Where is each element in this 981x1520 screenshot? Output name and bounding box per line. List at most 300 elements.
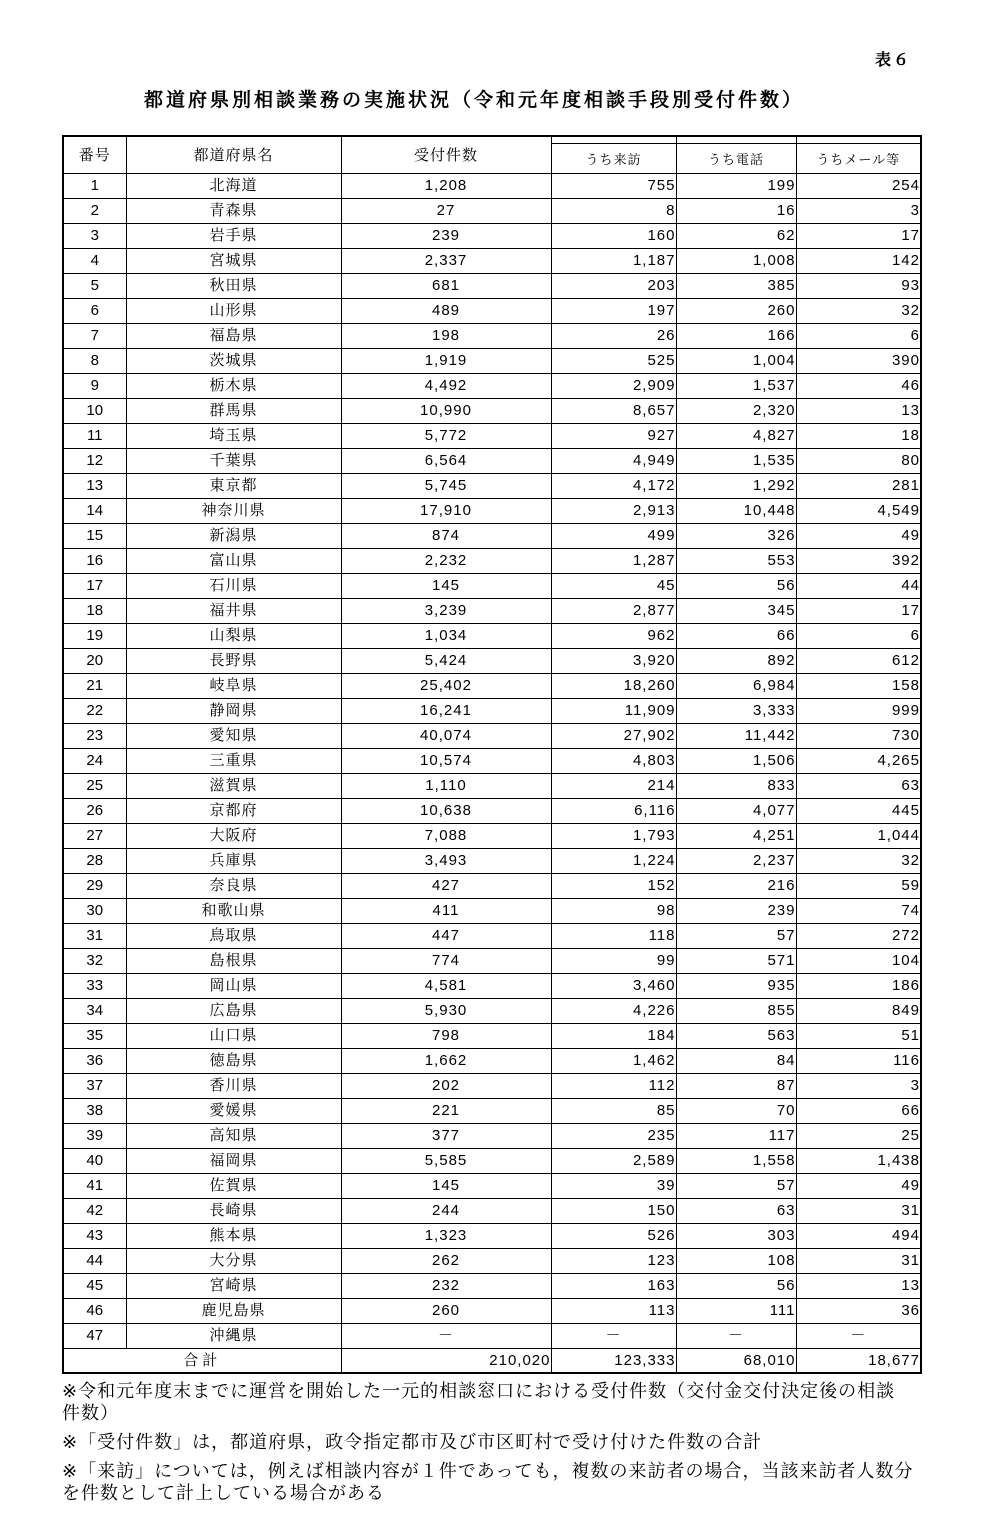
cell-phone-count: 57 [676,923,796,948]
table-row [63,1048,921,1073]
table-row [63,1123,921,1148]
table-row [63,373,921,398]
cell-mail-count: 390 [796,348,921,373]
header-phone-label: うち電話 [677,143,796,173]
cell-grand-total-phone: 68,010 [676,1348,796,1373]
cell-number: 10 [63,398,126,423]
cell-number: 34 [63,998,126,1023]
cell-visit-count: 8 [551,198,676,223]
cell-prefecture: 兵庫県 [126,848,341,873]
table-row [63,1023,921,1048]
cell-total-count: 10,638 [341,798,551,823]
cell-total-count: 377 [341,1123,551,1148]
cell-mail-count: 272 [796,923,921,948]
cell-phone-count: 87 [676,1073,796,1098]
cell-phone-count: 111 [676,1298,796,1323]
cell-number: 17 [63,573,126,598]
cell-phone-count: 117 [676,1123,796,1148]
table-row [63,998,921,1023]
cell-prefecture: 大分県 [126,1248,341,1273]
cell-mail-count: 25 [796,1123,921,1148]
cell-prefecture: 福井県 [126,598,341,623]
cell-mail-count: 281 [796,473,921,498]
cell-mail-count: 3 [796,1073,921,1098]
cell-prefecture: 岩手県 [126,223,341,248]
cell-prefecture: 山形県 [126,298,341,323]
cell-visit-count: 4,172 [551,473,676,498]
cell-total-count: 40,074 [341,723,551,748]
total-row [63,1348,921,1373]
cell-prefecture: 愛知県 [126,723,341,748]
cell-visit-count: 123 [551,1248,676,1273]
cell-visit-count: 27,902 [551,723,676,748]
table-row [63,948,921,973]
cell-phone-count: 563 [676,1023,796,1048]
table-row [63,423,921,448]
cell-mail-count: 4,265 [796,748,921,773]
cell-mail-count: 46 [796,373,921,398]
cell-phone-count: 1,506 [676,748,796,773]
table-row [63,448,921,473]
table-number-label: 表６ [874,52,911,69]
cell-visit-count: 2,909 [551,373,676,398]
cell-number: 31 [63,923,126,948]
cell-visit-count: 18,260 [551,673,676,698]
cell-phone-count: 303 [676,1223,796,1248]
cell-prefecture: 東京都 [126,473,341,498]
header-mail [796,136,921,173]
cell-phone-count: 166 [676,323,796,348]
cell-phone-count: 3,333 [676,698,796,723]
table-row [63,748,921,773]
cell-total-count: 774 [341,948,551,973]
cell-total-count: 5,585 [341,1148,551,1173]
cell-grand-total-label: 合計 [63,1348,341,1373]
cell-prefecture: 鹿児島県 [126,1298,341,1323]
cell-total-count: 4,581 [341,973,551,998]
cell-mail-count: 445 [796,798,921,823]
table-row [63,598,921,623]
cell-phone-count: 345 [676,598,796,623]
cell-mail-count: 36 [796,1298,921,1323]
cell-prefecture: 富山県 [126,548,341,573]
cell-mail-count: 612 [796,648,921,673]
cell-mail-count: 66 [796,1098,921,1123]
cell-number: 36 [63,1048,126,1073]
table-row [63,1273,921,1298]
cell-prefecture: 高知県 [126,1123,341,1148]
cell-phone-count: 553 [676,548,796,573]
cell-prefecture: 静岡県 [126,698,341,723]
header-phone [676,136,796,173]
cell-visit-count: 197 [551,298,676,323]
cell-mail-count: 104 [796,948,921,973]
header-visit-label: うち来訪 [552,143,676,173]
cell-number: 44 [63,1248,126,1273]
cell-number: 45 [63,1273,126,1298]
cell-visit-count: 235 [551,1123,676,1148]
cell-mail-count: 18 [796,423,921,448]
cell-prefecture: 群馬県 [126,398,341,423]
cell-visit-count: 85 [551,1098,676,1123]
cell-phone-count: 4,827 [676,423,796,448]
cell-visit-count: 4,803 [551,748,676,773]
cell-prefecture: 徳島県 [126,1048,341,1073]
header-total-count: 受付件数 [341,136,551,173]
cell-total-count: 25,402 [341,673,551,698]
header-mail-label: うちメール等 [797,143,921,173]
cell-prefecture: 長崎県 [126,1198,341,1223]
cell-prefecture: 福島県 [126,323,341,348]
cell-phone-count: 326 [676,523,796,548]
cell-mail-count: 1,044 [796,823,921,848]
cell-number: 42 [63,1198,126,1223]
table-row [63,1098,921,1123]
cell-total-count: 17,910 [341,498,551,523]
table-row [63,973,921,998]
cell-phone-count: 84 [676,1048,796,1073]
table-row [63,1073,921,1098]
cell-phone-count: 4,251 [676,823,796,848]
cell-mail-count: 4,549 [796,498,921,523]
cell-total-count: 7,088 [341,823,551,848]
table-row [63,473,921,498]
cell-mail-count: 51 [796,1023,921,1048]
cell-number: 9 [63,373,126,398]
cell-number: 23 [63,723,126,748]
header-visit [551,136,676,173]
cell-phone-count: 199 [676,173,796,198]
cell-prefecture: 岡山県 [126,973,341,998]
cell-mail-count: 13 [796,1273,921,1298]
cell-mail-count: 59 [796,873,921,898]
cell-mail-count: 44 [796,573,921,598]
cell-mail-count: 142 [796,248,921,273]
cell-mail-count: 1,438 [796,1148,921,1173]
cell-phone-count: 70 [676,1098,796,1123]
cell-phone-count: 4,077 [676,798,796,823]
cell-number: 13 [63,473,126,498]
cell-visit-count: 113 [551,1298,676,1323]
table-row [63,798,921,823]
table-row [63,723,921,748]
cell-prefecture: 佐賀県 [126,1173,341,1198]
cell-number: 20 [63,648,126,673]
cell-phone-count: 935 [676,973,796,998]
cell-prefecture: 広島県 [126,998,341,1023]
cell-number: 43 [63,1223,126,1248]
prefecture-consultation-table [62,135,922,1374]
cell-number: 8 [63,348,126,373]
cell-total-count: 1,662 [341,1048,551,1073]
cell-total-count: 427 [341,873,551,898]
cell-prefecture: 三重県 [126,748,341,773]
cell-total-count: 4,492 [341,373,551,398]
cell-prefecture: 熊本県 [126,1223,341,1248]
cell-total-count: 1,110 [341,773,551,798]
cell-mail-count: 32 [796,298,921,323]
cell-number: 5 [63,273,126,298]
cell-visit-count: 927 [551,423,676,448]
table-row [63,648,921,673]
cell-phone-count: 66 [676,623,796,648]
table-row [63,1323,921,1348]
cell-prefecture: 福岡県 [126,1148,341,1173]
cell-prefecture: 山梨県 [126,623,341,648]
table-row [63,623,921,648]
cell-phone-count: 108 [676,1248,796,1273]
cell-total-count: 244 [341,1198,551,1223]
cell-visit-count: 499 [551,523,676,548]
cell-number: 21 [63,673,126,698]
cell-number: 47 [63,1323,126,1348]
cell-grand-total: 210,020 [341,1348,551,1373]
table-row [63,1223,921,1248]
cell-mail-count: 730 [796,723,921,748]
cell-visit-count: 962 [551,623,676,648]
cell-phone-count: 1,292 [676,473,796,498]
table-row [63,823,921,848]
table-row [63,523,921,548]
cell-total-count: 3,239 [341,598,551,623]
cell-number: 38 [63,1098,126,1123]
cell-mail-count: 999 [796,698,921,723]
table-row [63,223,921,248]
cell-visit-count: 1,462 [551,1048,676,1073]
cell-grand-total-visit: 123,333 [551,1348,676,1373]
cell-mail-count: 17 [796,598,921,623]
table-row [63,498,921,523]
cell-visit-count: 150 [551,1198,676,1223]
cell-visit-count: 163 [551,1273,676,1298]
cell-phone-count: 239 [676,898,796,923]
table-row [63,873,921,898]
header-row [63,136,921,173]
cell-visit-count: 112 [551,1073,676,1098]
cell-prefecture: 北海道 [126,173,341,198]
cell-total-count: 10,574 [341,748,551,773]
footnote: ※「受付件数」は，都道府県，政令指定都市及び市区町村で受け付けた件数の合計 [62,1432,763,1452]
cell-number: 1 [63,173,126,198]
cell-mail-count: 13 [796,398,921,423]
cell-mail-count: 3 [796,198,921,223]
cell-number: 26 [63,798,126,823]
cell-visit-count: 1,187 [551,248,676,273]
cell-mail-count: 63 [796,773,921,798]
cell-prefecture: 青森県 [126,198,341,223]
cell-prefecture: 秋田県 [126,273,341,298]
cell-prefecture: 長野県 [126,648,341,673]
cell-visit-count: 184 [551,1023,676,1048]
cell-number: 3 [63,223,126,248]
cell-visit-count: 526 [551,1223,676,1248]
cell-visit-count: 2,589 [551,1148,676,1173]
table-body [63,173,921,1373]
cell-total-count: 202 [341,1073,551,1098]
cell-number: 2 [63,198,126,223]
cell-prefecture: 愛媛県 [126,1098,341,1123]
cell-phone-count: 1,004 [676,348,796,373]
cell-number: 15 [63,523,126,548]
cell-phone-count: － [676,1323,796,1348]
cell-visit-count: 3,460 [551,973,676,998]
cell-total-count: 681 [341,273,551,298]
table-row [63,1148,921,1173]
cell-visit-count: 2,913 [551,498,676,523]
cell-phone-count: 571 [676,948,796,973]
cell-number: 28 [63,848,126,873]
cell-number: 41 [63,1173,126,1198]
cell-prefecture: 埼玉県 [126,423,341,448]
cell-number: 22 [63,698,126,723]
table-row [63,1248,921,1273]
cell-prefecture: 新潟県 [126,523,341,548]
table-row [63,323,921,348]
cell-prefecture: 沖縄県 [126,1323,341,1348]
cell-phone-count: 833 [676,773,796,798]
cell-total-count: 411 [341,898,551,923]
cell-total-count: 145 [341,573,551,598]
cell-mail-count: 6 [796,323,921,348]
cell-total-count: 239 [341,223,551,248]
cell-mail-count: 116 [796,1048,921,1073]
cell-phone-count: 1,535 [676,448,796,473]
cell-phone-count: 260 [676,298,796,323]
cell-number: 4 [63,248,126,273]
cell-phone-count: 216 [676,873,796,898]
cell-total-count: 145 [341,1173,551,1198]
cell-visit-count: 6,116 [551,798,676,823]
table-row [63,273,921,298]
cell-mail-count: 93 [796,273,921,298]
cell-number: 25 [63,773,126,798]
cell-mail-count: 17 [796,223,921,248]
table-row [63,773,921,798]
cell-total-count: 5,424 [341,648,551,673]
cell-total-count: 798 [341,1023,551,1048]
cell-grand-total-mail: 18,677 [796,1348,921,1373]
cell-visit-count: 98 [551,898,676,923]
cell-total-count: 232 [341,1273,551,1298]
cell-prefecture: 島根県 [126,948,341,973]
cell-number: 35 [63,1023,126,1048]
cell-visit-count: 755 [551,173,676,198]
cell-total-count: 1,919 [341,348,551,373]
cell-visit-count: 4,949 [551,448,676,473]
cell-number: 7 [63,323,126,348]
cell-phone-count: 2,237 [676,848,796,873]
cell-mail-count: 49 [796,523,921,548]
cell-visit-count: 2,877 [551,598,676,623]
cell-number: 14 [63,498,126,523]
table-row [63,1173,921,1198]
cell-number: 16 [63,548,126,573]
cell-total-count: 198 [341,323,551,348]
cell-total-count: 5,772 [341,423,551,448]
cell-total-count: 1,323 [341,1223,551,1248]
cell-prefecture: 和歌山県 [126,898,341,923]
cell-phone-count: 11,442 [676,723,796,748]
footnote: ※令和元年度末までに運営を開始した一元的相談窓口における受付件数（交付金交付決定後の相談件数） [62,1381,896,1423]
cell-mail-count: 31 [796,1248,921,1273]
footnotes [62,1380,914,1511]
cell-total-count: 447 [341,923,551,948]
cell-phone-count: 10,448 [676,498,796,523]
cell-total-count: － [341,1323,551,1348]
cell-number: 37 [63,1073,126,1098]
cell-prefecture: 大阪府 [126,823,341,848]
cell-total-count: 6,564 [341,448,551,473]
cell-phone-count: 16 [676,198,796,223]
cell-prefecture: 京都府 [126,798,341,823]
cell-number: 29 [63,873,126,898]
cell-total-count: 27 [341,198,551,223]
cell-visit-count: 1,224 [551,848,676,873]
table-row [63,1298,921,1323]
cell-prefecture: 山口県 [126,1023,341,1048]
table-row [63,673,921,698]
cell-total-count: 2,232 [341,548,551,573]
cell-total-count: 874 [341,523,551,548]
cell-mail-count: 849 [796,998,921,1023]
cell-prefecture: 千葉県 [126,448,341,473]
cell-mail-count: 254 [796,173,921,198]
cell-mail-count: 49 [796,1173,921,1198]
cell-total-count: 1,208 [341,173,551,198]
cell-number: 46 [63,1298,126,1323]
cell-prefecture: 香川県 [126,1073,341,1098]
table-row [63,298,921,323]
table-row [63,573,921,598]
table-row [63,548,921,573]
cell-total-count: 489 [341,298,551,323]
cell-phone-count: 1,008 [676,248,796,273]
cell-total-count: 5,745 [341,473,551,498]
cell-visit-count: 3,920 [551,648,676,673]
cell-total-count: 3,493 [341,848,551,873]
cell-visit-count: 160 [551,223,676,248]
cell-phone-count: 855 [676,998,796,1023]
cell-number: 19 [63,623,126,648]
cell-prefecture: 茨城県 [126,348,341,373]
cell-visit-count: 8,657 [551,398,676,423]
cell-visit-count: 1,793 [551,823,676,848]
cell-total-count: 5,930 [341,998,551,1023]
cell-phone-count: 385 [676,273,796,298]
footnote: ※「来訪」については，例えば相談内容が１件であっても，複数の来訪者の場合，当該来訪者人数分を件数として計上している場合がある [62,1461,914,1503]
cell-total-count: 16,241 [341,698,551,723]
header-prefecture: 都道府県名 [126,136,341,173]
cell-prefecture: 滋賀県 [126,773,341,798]
cell-visit-count: 26 [551,323,676,348]
table-row [63,198,921,223]
cell-number: 33 [63,973,126,998]
document-title: 都道府県別相談業務の実施状況（令和元年度相談手段別受付件数） [144,90,805,111]
cell-mail-count: 158 [796,673,921,698]
cell-mail-count: 32 [796,848,921,873]
cell-prefecture: 石川県 [126,573,341,598]
cell-prefecture: 宮崎県 [126,1273,341,1298]
cell-prefecture: 鳥取県 [126,923,341,948]
cell-phone-count: 1,537 [676,373,796,398]
cell-phone-count: 56 [676,1273,796,1298]
cell-phone-count: 1,558 [676,1148,796,1173]
cell-mail-count: － [796,1323,921,1348]
cell-number: 32 [63,948,126,973]
cell-total-count: 1,034 [341,623,551,648]
table-row [63,923,921,948]
cell-visit-count: 152 [551,873,676,898]
